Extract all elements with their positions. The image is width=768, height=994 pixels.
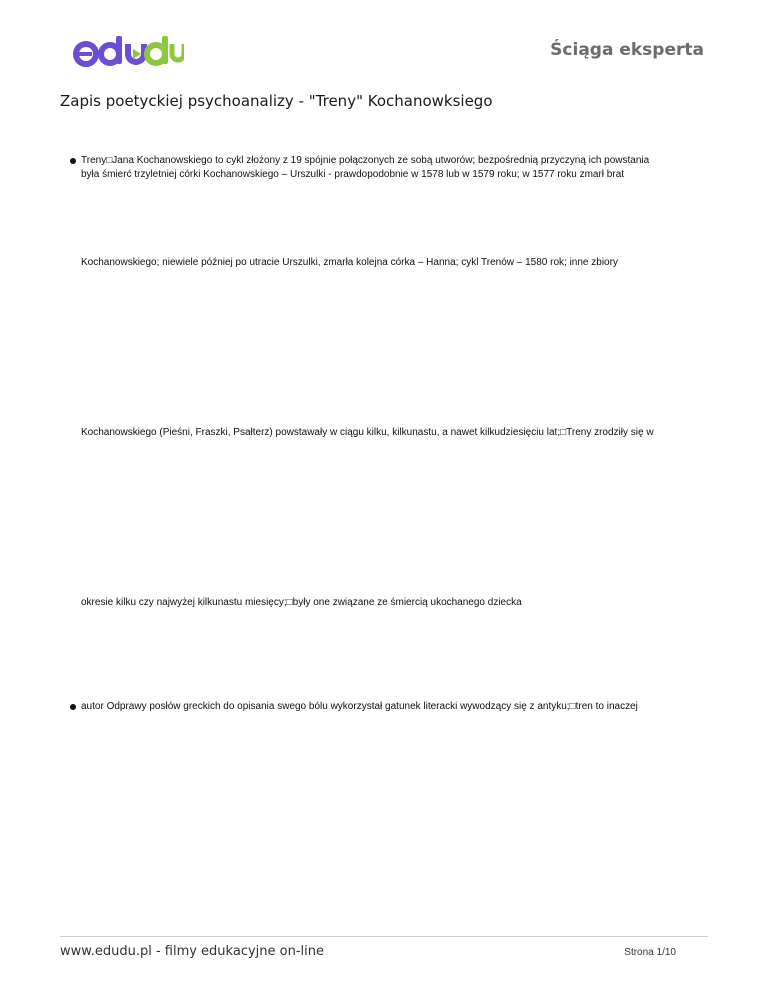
header-label: Ściąga eksperta [550, 40, 704, 60]
bullet-1-line-2: była śmierć trzyletniej córki Kochanowskiego – Urszulki - prawdopodobnie w 1578 lub w 1579 roku; w 1577 roku zmarł brat [81, 169, 625, 180]
document-title: Zapis poetyckiej psychoanalizy - "Treny" Kochanowksiego [60, 92, 493, 110]
bullet-1-line-4: Kochanowskiego (Pieśni, Fraszki, Psałterz) powstawały w ciągu kilku, kilkunastu, a nawet kilkudziesięciu lat;□Treny zrodziły się w [81, 427, 654, 438]
bullet-icon [70, 704, 76, 710]
footer-site-link[interactable]: www.edudu.pl - filmy edukacyjne on-line [60, 944, 324, 959]
bullet-1-line-3: Kochanowskiego; niewiele później po utracie Urszulki, zmarła kolejna córka – Hanna; cykl Trenów – 1580 rok; inne zbiory [81, 257, 618, 268]
footer-divider [60, 936, 708, 937]
bullet-2-line-1: autor Odprawy posłów greckich do opisania swego bólu wykorzystał gatunek literacki wywodzący się z antyku;□tren to inaczej [81, 701, 638, 712]
bullet-1-line-1: Treny□Jana Kochanowskiego to cykl złożony z 19 spójnie połączonych ze sobą utworów; bezpośrednią przyczyną ich powstania [81, 155, 650, 166]
bullet-1-line-5: okresie kilku czy najwyżej kilkunastu miesięcy;□były one związane ze śmiercią ukochanego dziecka [81, 597, 522, 608]
bullet-icon [70, 158, 76, 164]
edudu-logo[interactable] [72, 30, 184, 72]
page-number: Strona 1/10 [624, 947, 676, 958]
